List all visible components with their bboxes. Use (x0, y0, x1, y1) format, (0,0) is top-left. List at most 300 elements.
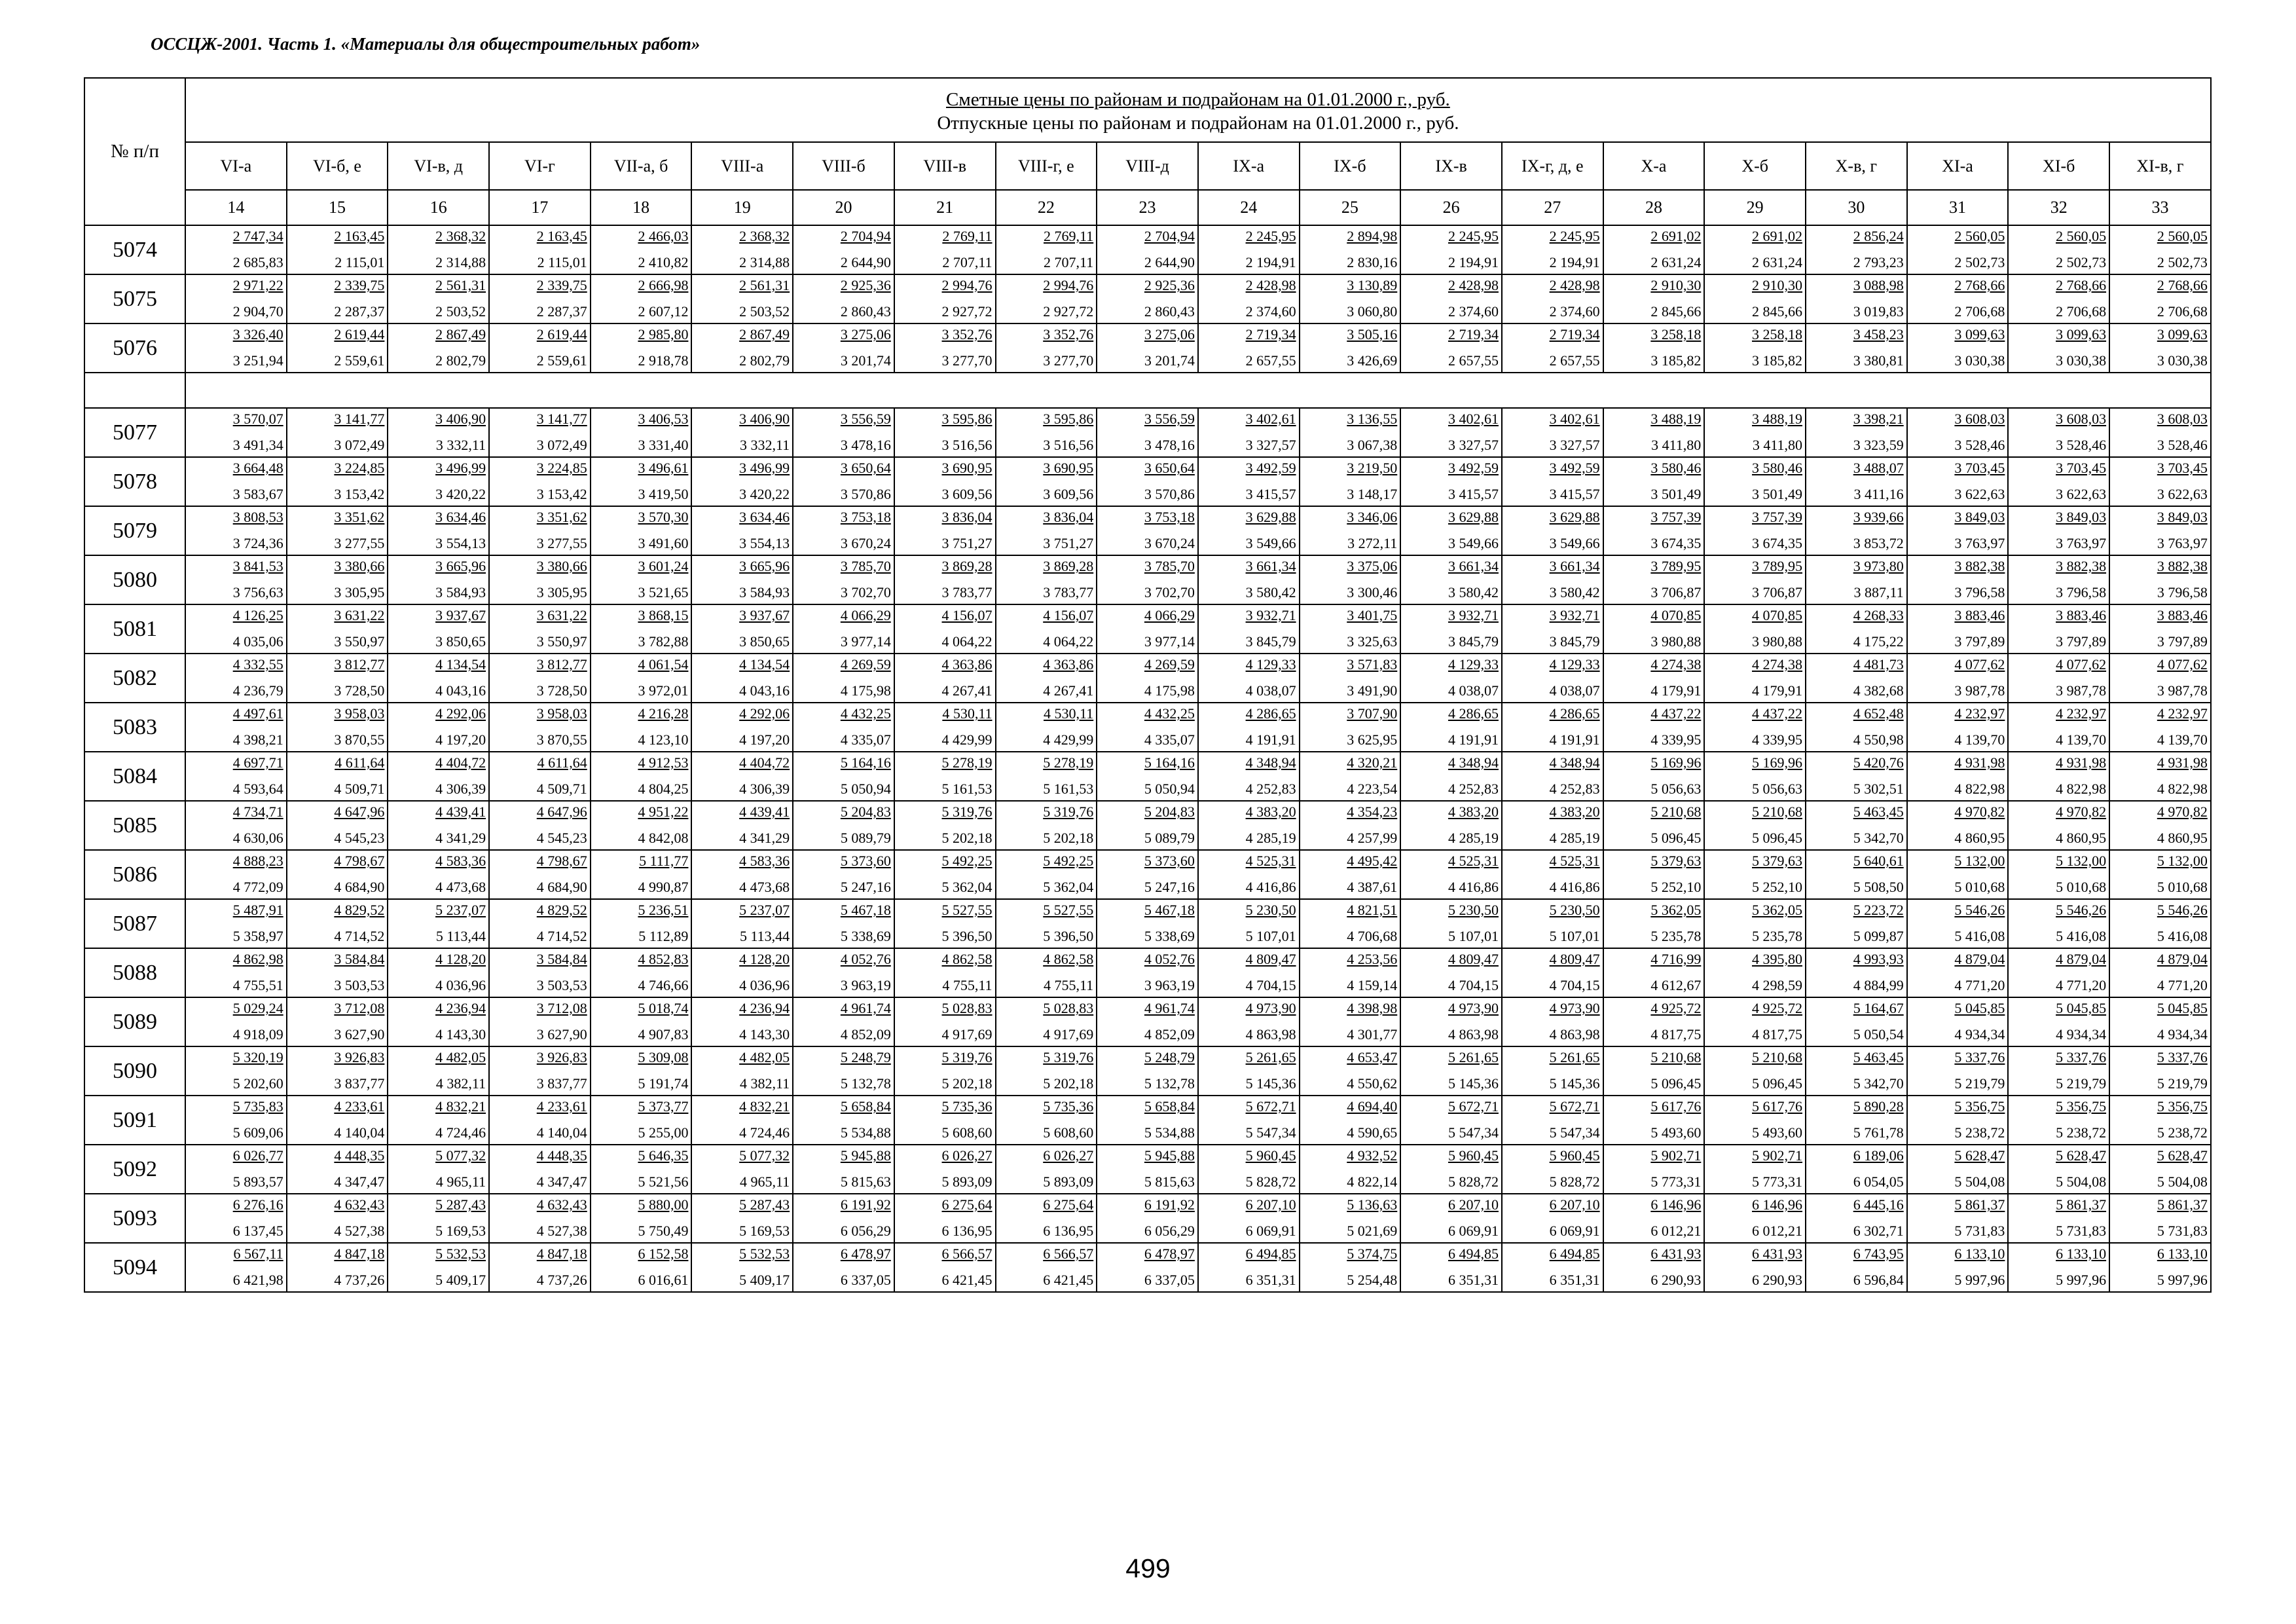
estimate-price: 5 362,05 (1650, 902, 1702, 918)
estimate-price: 4 647,96 (334, 803, 385, 820)
price-cell (388, 1046, 489, 1096)
price-cell (1400, 997, 1502, 1046)
price-cell (691, 850, 793, 899)
release-price: 5 096,45 (1650, 1075, 1702, 1092)
release-price: 5 145,36 (1245, 1075, 1296, 1092)
price-cell (996, 506, 1097, 555)
price-cell (185, 997, 287, 1046)
estimate-price: 4 716,99 (1650, 951, 1702, 967)
estimate-price: 4 798,67 (536, 853, 587, 869)
release-price: 5 609,06 (232, 1124, 283, 1141)
release-price: 5 107,01 (1448, 928, 1499, 944)
price-cell (894, 555, 996, 604)
estimate-price: 4 292,06 (739, 705, 790, 722)
price-cell (1704, 457, 1806, 506)
estimate-price: 3 836,04 (1043, 509, 1094, 525)
release-price: 4 191,91 (1245, 731, 1296, 748)
release-price: 3 185,82 (1752, 352, 1802, 369)
item-number: 5083 (84, 703, 185, 752)
release-price: 3 674,35 (1650, 535, 1702, 551)
estimate-price: 4 129,33 (1448, 656, 1499, 673)
estimate-price: 6 431,93 (1650, 1246, 1702, 1262)
estimate-price: 6 566,57 (1043, 1246, 1094, 1262)
estimate-price: 2 428,98 (1245, 277, 1296, 293)
item-number: 5090 (84, 1046, 185, 1096)
estimate-price: 5 278,19 (1043, 754, 1094, 771)
estimate-price: 3 375,06 (1347, 558, 1398, 574)
release-price: 3 584,93 (739, 584, 790, 600)
estimate-price: 4 066,29 (840, 607, 891, 623)
estimate-price: 4 404,72 (435, 754, 486, 771)
price-cell (1502, 1046, 1603, 1096)
release-price: 4 341,29 (435, 830, 486, 846)
estimate-price: 5 617,76 (1650, 1098, 1702, 1115)
release-price: 2 503,52 (435, 303, 486, 320)
estimate-price: 4 233,61 (334, 1098, 385, 1115)
price-cell (2008, 801, 2109, 850)
price-cell (1502, 997, 1603, 1046)
price-cell (287, 654, 388, 703)
release-price: 5 202,18 (941, 830, 993, 846)
release-price: 3 583,67 (232, 486, 283, 502)
estimate-price: 2 560,05 (2056, 228, 2107, 244)
release-price: 5 202,18 (1043, 1075, 1094, 1092)
estimate-price: 5 320,19 (232, 1049, 283, 1065)
price-cell (287, 323, 388, 373)
release-price: 2 845,66 (1752, 303, 1802, 320)
price-cell (388, 654, 489, 703)
release-price: 5 010,68 (2157, 879, 2208, 895)
price-cell (388, 274, 489, 323)
estimate-price: 5 861,37 (2056, 1196, 2107, 1213)
release-price: 3 796,58 (2056, 584, 2107, 600)
price-cell (691, 604, 793, 654)
estimate-price: 4 879,04 (2157, 951, 2208, 967)
price-cell (996, 997, 1097, 1046)
estimate-price: 3 883,46 (2056, 607, 2107, 623)
region-header: X-б (1704, 142, 1806, 190)
price-cell (185, 801, 287, 850)
price-cell (793, 555, 894, 604)
release-price: 3 549,66 (1448, 535, 1499, 551)
release-price: 3 277,55 (536, 535, 587, 551)
price-cell (2109, 408, 2211, 457)
estimate-price: 3 458,23 (1853, 326, 1904, 342)
price-cell (1300, 703, 1401, 752)
price-cell (1198, 408, 1300, 457)
price-cell (1400, 604, 1502, 654)
estimate-price: 3 570,30 (638, 509, 689, 525)
price-cell (287, 801, 388, 850)
estimate-price: 3 326,40 (232, 326, 283, 342)
estimate-price: 4 694,40 (1347, 1098, 1398, 1115)
price-cell (1300, 654, 1401, 703)
estimate-price: 3 099,63 (2157, 326, 2208, 342)
estimate-price: 3 141,77 (536, 411, 587, 427)
price-cell (1502, 506, 1603, 555)
price-cell (1097, 408, 1198, 457)
price-cell (2008, 654, 2109, 703)
release-price: 6 069,91 (1245, 1223, 1296, 1239)
estimate-price: 5 204,83 (840, 803, 891, 820)
estimate-price: 6 133,10 (1954, 1246, 2005, 1262)
estimate-price: 3 275,06 (1144, 326, 1195, 342)
release-price: 5 828,72 (1549, 1173, 1600, 1190)
estimate-price: 4 398,98 (1347, 1000, 1398, 1016)
price-cell (1198, 225, 1300, 274)
estimate-price: 3 580,46 (1650, 460, 1702, 476)
release-price: 5 238,72 (2157, 1124, 2208, 1141)
estimate-price: 5 132,00 (2157, 853, 2208, 869)
price-cell (1704, 1096, 1806, 1145)
price-cell (489, 604, 591, 654)
price-cell (1806, 850, 1907, 899)
price-cell (591, 752, 692, 801)
estimate-price: 3 505,16 (1347, 326, 1398, 342)
estimate-price: 4 970,82 (1954, 803, 2005, 820)
price-cell (591, 801, 692, 850)
estimate-price: 5 356,75 (2056, 1098, 2107, 1115)
release-price: 2 374,60 (1549, 303, 1600, 320)
release-price: 5 252,10 (1650, 879, 1702, 895)
release-price: 4 257,99 (1347, 830, 1398, 846)
price-cell (691, 506, 793, 555)
estimate-price: 4 530,11 (942, 705, 993, 722)
estimate-price: 5 646,35 (638, 1147, 689, 1164)
release-price: 5 113,44 (739, 928, 790, 944)
estimate-price: 3 492,59 (1448, 460, 1499, 476)
column-number: 23 (1097, 190, 1198, 225)
estimate-price: 5 319,76 (941, 803, 993, 820)
release-price: 6 351,31 (1245, 1272, 1296, 1288)
release-price: 5 547,34 (1549, 1124, 1600, 1141)
release-price: 3 706,87 (1752, 584, 1802, 600)
release-price: 3 728,50 (334, 682, 385, 699)
price-cell (1097, 1096, 1198, 1145)
estimate-price: 6 431,93 (1752, 1246, 1802, 1262)
release-price: 5 169,53 (739, 1223, 790, 1239)
price-cell (1300, 408, 1401, 457)
release-price: 3 528,46 (2056, 437, 2107, 453)
estimate-price: 5 546,26 (2157, 902, 2208, 918)
release-price: 4 139,70 (2157, 731, 2208, 748)
price-cell (591, 1145, 692, 1194)
release-price: 5 096,45 (1752, 1075, 1802, 1092)
price-cell (1907, 948, 2009, 997)
estimate-price: 4 611,64 (537, 754, 587, 771)
release-price: 4 043,16 (435, 682, 486, 699)
release-price: 3 622,63 (1954, 486, 2005, 502)
item-number: 5091 (84, 1096, 185, 1145)
price-cell (489, 899, 591, 948)
price-cell (388, 850, 489, 899)
release-price: 4 140,04 (536, 1124, 587, 1141)
column-number: 17 (489, 190, 591, 225)
estimate-price: 3 661,34 (1448, 558, 1499, 574)
price-cell (1603, 506, 1705, 555)
estimate-price: 4 448,35 (334, 1147, 385, 1164)
price-cell (1097, 1145, 1198, 1194)
price-cell (894, 850, 996, 899)
release-price: 3 420,22 (435, 486, 486, 502)
release-price: 2 918,78 (638, 352, 689, 369)
column-number: 25 (1300, 190, 1401, 225)
price-cell (185, 948, 287, 997)
price-cell (185, 1194, 287, 1243)
region-header: IX-в (1400, 142, 1502, 190)
price-cell (793, 1194, 894, 1243)
release-price: 5 089,79 (840, 830, 891, 846)
estimate-price: 4 052,76 (840, 951, 891, 967)
release-price: 4 335,07 (840, 731, 891, 748)
price-cell (691, 1096, 793, 1145)
estimate-price: 4 274,38 (1650, 656, 1702, 673)
estimate-price: 4 632,43 (334, 1196, 385, 1213)
estimate-price: 5 960,45 (1245, 1147, 1296, 1164)
table-row (84, 1145, 2211, 1194)
release-price: 5 547,34 (1448, 1124, 1499, 1141)
release-price: 3 501,49 (1752, 486, 1802, 502)
estimate-price: 5 902,71 (1752, 1147, 1802, 1164)
price-cell (1198, 801, 1300, 850)
estimate-price: 4 583,36 (739, 853, 790, 869)
release-price: 3 380,81 (1853, 352, 1904, 369)
release-price: 2 559,61 (536, 352, 587, 369)
release-price: 4 175,22 (1853, 633, 1904, 650)
price-cell (185, 274, 287, 323)
release-price: 4 179,91 (1650, 682, 1702, 699)
release-price: 4 965,11 (739, 1173, 790, 1190)
estimate-price: 2 561,31 (739, 277, 790, 293)
item-number: 5093 (84, 1194, 185, 1243)
release-price: 5 219,79 (2157, 1075, 2208, 1092)
price-cell (1907, 997, 2009, 1046)
release-price: 3 796,58 (2157, 584, 2208, 600)
release-price: 6 016,61 (638, 1272, 689, 1288)
estimate-price: 5 658,84 (1144, 1098, 1195, 1115)
price-cell (793, 752, 894, 801)
estimate-price: 3 753,18 (1144, 509, 1195, 525)
price-cell (1907, 752, 2009, 801)
release-price: 3 501,49 (1650, 486, 1702, 502)
release-price: 4 252,83 (1448, 781, 1499, 797)
estimate-price: 2 994,76 (1043, 277, 1094, 293)
release-price: 4 143,30 (739, 1026, 790, 1043)
price-cell (1300, 604, 1401, 654)
price-cell (1704, 604, 1806, 654)
release-price: 5 191,74 (638, 1075, 689, 1092)
estimate-price: 4 363,86 (941, 656, 993, 673)
estimate-price: 2 894,98 (1347, 228, 1398, 244)
estimate-price: 4 821,51 (1347, 902, 1398, 918)
price-cell (1097, 654, 1198, 703)
estimate-price: 4 236,94 (739, 1000, 790, 1016)
estimate-price: 5 287,43 (435, 1196, 486, 1213)
release-price: 4 724,46 (739, 1124, 790, 1141)
release-price: 5 112,89 (638, 928, 689, 944)
estimate-price: 6 743,95 (1853, 1246, 1904, 1262)
release-price: 4 714,52 (536, 928, 587, 944)
release-price: 4 285,19 (1549, 830, 1600, 846)
release-price: 5 145,36 (1549, 1075, 1600, 1092)
price-cell (793, 948, 894, 997)
estimate-price: 4 383,20 (1448, 803, 1499, 820)
price-cell (2109, 654, 2211, 703)
release-price: 5 731,83 (2056, 1223, 2107, 1239)
estimate-price: 4 432,25 (840, 705, 891, 722)
estimate-price: 5 028,83 (1043, 1000, 1094, 1016)
release-price: 2 115,01 (335, 254, 385, 270)
price-cell (1097, 457, 1198, 506)
column-number: 18 (591, 190, 692, 225)
release-price: 4 704,15 (1245, 977, 1296, 993)
price-cell (1806, 1046, 1907, 1096)
estimate-price: 5 028,83 (941, 1000, 993, 1016)
estimate-price: 4 652,48 (1853, 705, 1904, 722)
price-cell (2109, 1194, 2211, 1243)
estimate-price: 3 883,46 (2157, 607, 2208, 623)
release-price: 4 860,95 (2056, 830, 2107, 846)
estimate-price: 5 628,47 (1954, 1147, 2005, 1164)
price-cell (591, 1096, 692, 1145)
estimate-price: 6 207,10 (1245, 1196, 1296, 1213)
release-price: 5 099,87 (1853, 928, 1904, 944)
price-cell (185, 457, 287, 506)
release-price: 4 159,14 (1347, 977, 1398, 993)
release-price: 4 043,16 (739, 682, 790, 699)
estimate-price: 4 236,94 (435, 1000, 486, 1016)
estimate-price: 6 026,27 (1043, 1147, 1094, 1164)
price-cell (1704, 654, 1806, 703)
price-cell (287, 1096, 388, 1145)
estimate-price: 3 398,21 (1853, 411, 1904, 427)
price-cell (1198, 323, 1300, 373)
release-price: 2 657,55 (1549, 352, 1600, 369)
price-cell (388, 408, 489, 457)
release-price: 3 411,16 (1853, 486, 1904, 502)
release-price: 3 702,70 (840, 584, 891, 600)
price-cell (2109, 1145, 2211, 1194)
estimate-price: 2 560,05 (1954, 228, 2005, 244)
item-number: 5079 (84, 506, 185, 555)
release-price: 2 502,73 (2157, 254, 2208, 270)
estimate-price: 4 525,31 (1245, 853, 1296, 869)
release-price: 4 339,95 (1650, 731, 1702, 748)
estimate-price: 5 045,85 (2056, 1000, 2107, 1016)
column-number: 20 (793, 190, 894, 225)
price-cell (489, 1243, 591, 1292)
price-cell (894, 506, 996, 555)
table-row (84, 1046, 2211, 1096)
release-price: 4 139,70 (1954, 731, 2005, 748)
release-price: 3 850,65 (435, 633, 486, 650)
release-price: 5 815,63 (840, 1173, 891, 1190)
estimate-price: 2 925,36 (1144, 277, 1195, 293)
release-price: 4 398,21 (232, 731, 283, 748)
estimate-price: 3 570,07 (232, 411, 283, 427)
estimate-price: 3 258,18 (1650, 326, 1702, 342)
release-price: 3 972,01 (638, 682, 689, 699)
estimate-price: 3 937,67 (435, 607, 486, 623)
estimate-price: 4 497,61 (232, 705, 283, 722)
price-cell (1704, 1194, 1806, 1243)
estimate-price: 6 494,85 (1448, 1246, 1499, 1262)
release-price: 4 298,59 (1752, 977, 1802, 993)
release-price: 2 657,55 (1448, 352, 1499, 369)
estimate-price: 4 383,20 (1245, 803, 1296, 820)
release-price: 5 056,63 (1650, 781, 1702, 797)
price-cell (894, 1046, 996, 1096)
price-cell (1502, 1194, 1603, 1243)
release-price: 4 704,15 (1448, 977, 1499, 993)
estimate-price: 4 216,28 (638, 705, 689, 722)
estimate-price: 3 141,77 (334, 411, 385, 427)
estimate-price: 3 401,75 (1347, 607, 1398, 623)
release-price: 6 136,95 (941, 1223, 993, 1239)
estimate-price: 4 395,80 (1752, 951, 1802, 967)
price-cell (2008, 997, 2109, 1046)
table-row (84, 703, 2211, 752)
release-price: 5 254,48 (1347, 1272, 1398, 1288)
page-number: 499 (1125, 1553, 1171, 1583)
price-cell (1603, 703, 1705, 752)
release-price: 4 339,95 (1752, 731, 1802, 748)
estimate-price: 5 902,71 (1650, 1147, 1702, 1164)
column-number: 24 (1198, 190, 1300, 225)
price-cell (691, 457, 793, 506)
price-cell (1300, 899, 1401, 948)
price-cell (1198, 604, 1300, 654)
release-price: 6 421,98 (232, 1272, 283, 1288)
price-cell (1400, 506, 1502, 555)
estimate-price: 3 707,90 (1347, 705, 1398, 722)
item-number: 5077 (84, 408, 185, 457)
release-price: 3 072,49 (536, 437, 587, 453)
price-cell (591, 899, 692, 948)
estimate-price: 5 960,45 (1448, 1147, 1499, 1164)
release-price: 3 977,14 (1144, 633, 1195, 650)
release-price: 3 419,50 (638, 486, 689, 502)
price-cell (793, 850, 894, 899)
release-price: 3 327,57 (1245, 437, 1296, 453)
price-cell (1603, 1046, 1705, 1096)
price-cell (996, 323, 1097, 373)
price-cell (1198, 850, 1300, 899)
release-price: 4 035,06 (232, 633, 283, 650)
release-price: 4 863,98 (1245, 1026, 1296, 1043)
estimate-price: 4 973,90 (1448, 1000, 1499, 1016)
estimate-price: 3 926,83 (536, 1049, 587, 1065)
release-price: 4 934,34 (2157, 1026, 2208, 1043)
release-price: 4 545,23 (334, 830, 385, 846)
price-cell (2109, 1046, 2211, 1096)
estimate-price: 2 368,32 (435, 228, 486, 244)
release-price: 4 918,09 (232, 1026, 283, 1043)
estimate-price: 3 275,06 (840, 326, 891, 342)
table-row (84, 1096, 2211, 1145)
price-cell (591, 555, 692, 604)
price-cell (287, 997, 388, 1046)
price-cell (691, 555, 793, 604)
release-price: 5 773,31 (1650, 1173, 1702, 1190)
price-cell (287, 899, 388, 948)
release-price: 5 247,16 (1144, 879, 1195, 895)
price-cell (1603, 1243, 1705, 1292)
estimate-price: 2 910,30 (1752, 277, 1802, 293)
estimate-price: 4 156,07 (1043, 607, 1094, 623)
price-cell (691, 1194, 793, 1243)
release-price: 5 396,50 (941, 928, 993, 944)
